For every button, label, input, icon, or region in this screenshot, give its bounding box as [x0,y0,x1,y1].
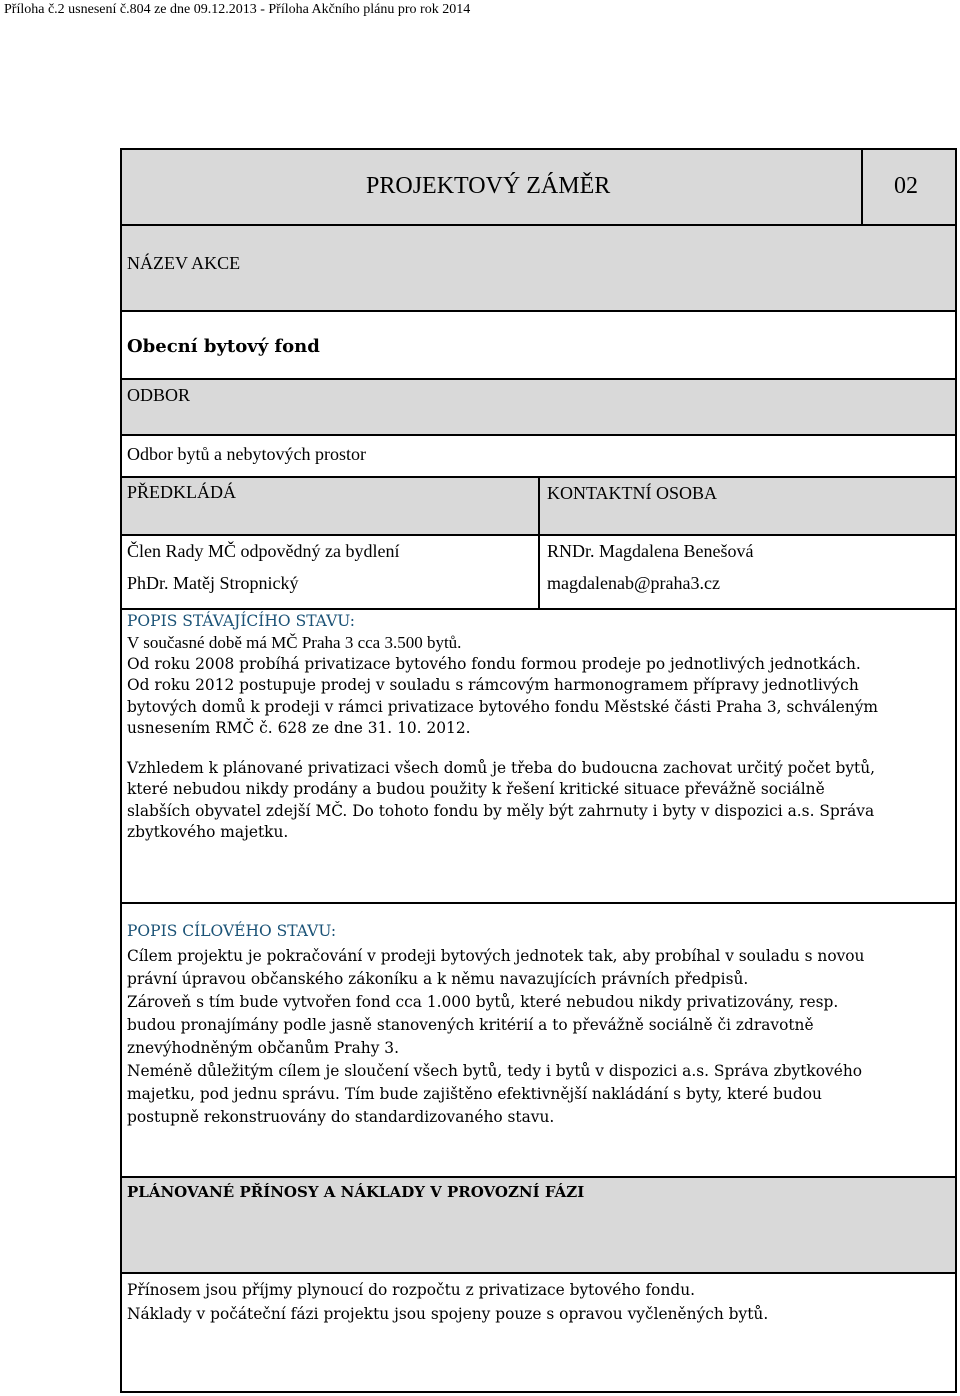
popis-ciloveho-section [122,904,955,1176]
predklada-line2: PhDr. Matěj Stropnický [127,573,299,593]
cil-line1: Cílem projektu je pokračování v prodeji bytových jednotek tak, aby probíhal v souladu s novou [127,947,865,965]
popis-stavajiciho-section [122,610,955,902]
nazev-akce-label-row [122,226,955,310]
predklada-line1: Člen Rady MČ odpovědný za bydlení [127,541,400,561]
cil-line8: postupně rekonstruovány do standardizovaného stavu. [127,1108,555,1126]
kontakt-name: RNDr. Magdalena Benešová [547,541,754,561]
header-note: Příloha č.2 usnesení č.804 ze dne 09.12.2013 - Příloha Akčního plánu pro rok 2014 [4,2,471,17]
cil-line4: budou pronajímány podle jasně stanovených kritérií a to převážně sociálně či zdravotně [127,1016,814,1034]
predklada-value-row [122,536,955,608]
kontakt-label: KONTAKTNÍ OSOBA [547,483,718,503]
nazev-akce-value: Obecní bytový fond [127,336,320,357]
prinosy-text [127,1278,953,1326]
cil-line3: Zároveň s tím bude vytvořen fond cca 1.000 bytů, které nebudou nikdy privatizovány, resp. [127,993,839,1011]
project-form [120,148,957,1393]
stav-line8: slabších obyvatel zdejší MČ. Do tohoto fondu by měly být zahrnuty i byty v dispozici a.s. Správa [127,801,875,820]
prinosy-value-row [122,1274,955,1391]
stav-line3: Od roku 2012 postupuje prodej v souladu s rámcovým harmonogramem přípravy jednotlivých [127,676,859,694]
odbor-label-row [122,380,955,434]
kontakt-email[interactable]: magdalenab@praha3.cz [547,573,720,593]
cil-line6: Neméně důležitým cílem je sloučení všech bytů, tedy i bytů v dispozici a.s. Správa zbytkového [127,1062,863,1080]
odbor-label: ODBOR [127,385,191,405]
popis-ciloveho-heading: POPIS CÍLOVÉHO STAVU: [127,922,337,940]
stav-line5: usnesením RMČ č. 628 ze dne 31. 10. 2012. [127,719,471,737]
predklada-label: PŘEDKLÁDÁ [127,482,237,502]
nazev-akce-value-row [122,312,955,378]
popis-stavajiciho-heading: POPIS STÁVAJÍCÍHO STAVU: [127,612,356,630]
odbor-value-row [122,436,955,476]
stav-line6: Vzhledem k plánované privatizaci všech domů je třeba do budoucna zachovat určitý počet bytů, [127,758,876,777]
stav-line4: bytových domů k prodeji v rámci privatizace bytového fondu Městské části Praha 3, schváleným [127,697,878,716]
nazev-akce-label: NÁZEV AKCE [127,253,241,273]
prinosy-heading: PLÁNOVANÉ PŘÍNOSY A NÁKLADY V PROVOZNÍ FÁZI [127,1183,585,1201]
popis-ciloveho-text [127,945,953,1129]
cil-line7: majetku, pod jednu správu. Tím bude zajištěno efektivnější nakládání s byty, které budou [127,1085,822,1103]
stav-line2: Od roku 2008 probíhá privatizace bytového fondu formou prodeje po jednotlivých jednotkách. [127,654,861,673]
stav-line7: které nebudou nikdy prodány a budou použity k řešení kritické situace převážně sociálně [127,780,825,798]
stav-line1: V současné době má MČ Praha 3 cca 3.500 bytů. [127,633,462,652]
prinosy-label-row [122,1178,955,1272]
title-row [122,150,955,224]
page-title: PROJEKTOVÝ ZÁMĚR [366,173,611,199]
prinosy-line1: Přínosem jsou příjmy plynoucí do rozpočtu z privatizace bytového fondu. [127,1281,696,1299]
project-number: 02 [894,173,918,199]
prinosy-line2: Náklady v počáteční fázi projektu jsou spojeny pouze s opravou vyčleněných bytů. [127,1305,769,1323]
stav-line9: zbytkového majetku. [127,823,289,841]
cil-line2: právní úpravou občanského zákoníku a k němu navazujících právních předpisů. [127,970,749,988]
cil-line5: znevýhodněným občanům Prahy 3. [127,1039,399,1057]
odbor-value: Odbor bytů a nebytových prostor [127,444,366,464]
popis-stavajiciho-text [127,632,953,844]
